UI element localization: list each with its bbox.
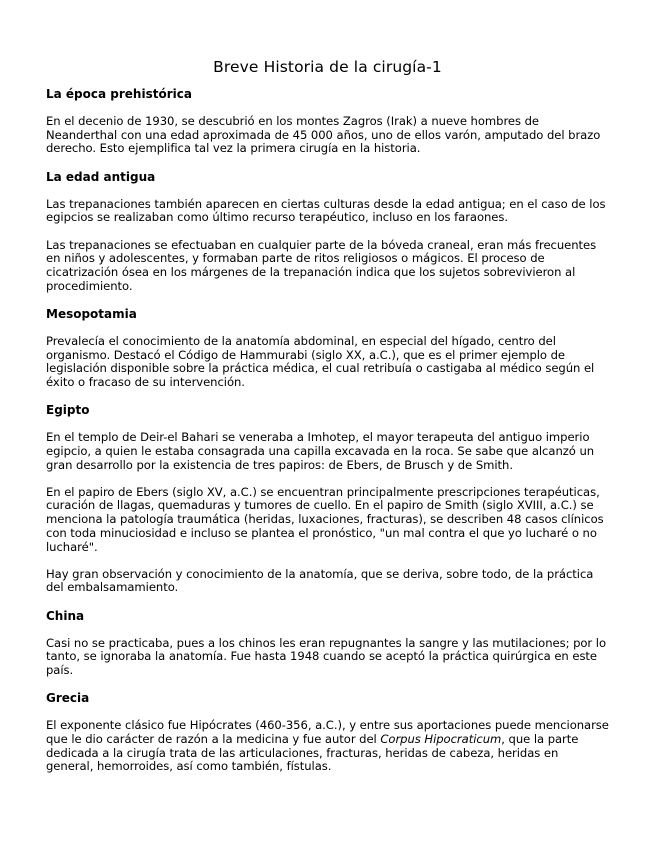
- section-heading: La edad antigua: [46, 169, 156, 184]
- section-egypt: [46, 403, 609, 595]
- section-heading: China: [46, 608, 85, 623]
- document-title: Breve Historia de la cirugía-1: [213, 58, 442, 76]
- section-heading: Mesopotamia: [46, 306, 137, 321]
- paragraph: En el papiro de Ebers (siglo XV, a.C.) se encuentran principalmente prescripciones terapéuticas, curación de llagas, quemaduras y tumores de cuello. En el papiro de Smith (siglo XVIII, a.C.) se menciona la patología traumática (heridas, luxaciones, fracturas), se describen 48 casos clínicos con toda minuciosidad e incluso se plantea el pronóstico, "un mal contra el que yo lucharé o no lucharé".: [46, 484, 604, 554]
- section-greece: [46, 691, 609, 774]
- paragraph: Hay gran observación y conocimiento de la anatomía, que se deriva, sobre todo, de la práctica del embalsamamiento.: [46, 566, 594, 595]
- section-mesopotamia: [46, 307, 609, 390]
- paragraph: En el decenio de 1930, se descubrió en los montes Zagros (Irak) a nueve hombres de Neanderthal con una edad aproximada de 45 000 años, uno de ellos varón, amputado del brazo derecho. Esto ejemplifica tal vez la primera cirugía en la historia.: [46, 114, 601, 156]
- paragraph: Casi no se practicaba, pues a los chinos les eran repugnantes la sangre y las mutilaciones; por lo tanto, se ignoraba la anatomía. Fue hasta 1948 cuando se aceptó la práctica quirúrgica en este país.: [46, 635, 607, 678]
- section-prehistoric: [46, 87, 609, 156]
- section-heading: Grecia: [46, 691, 90, 706]
- paragraph: Las trepanaciones también aparecen en ciertas culturas desde la edad antigua; en el caso de los egipcios se realizaban como último recurso terapéutico, incluso en los faraones.: [46, 196, 606, 225]
- paragraph: [46, 719, 609, 774]
- paragraph-text: El exponente clásico fue Hipócrates (460-356, a.C.), y entre sus aportaciones puede mencionarse que le dio carácter de razón a la medicina y fue autor del: [46, 718, 609, 746]
- paragraph: En el templo de Deir-el Bahari se veneraba a Imhotep, el mayor terapeuta del antiguo imperio egipcio, a quien le estaba consagrada una capilla excavada en la roca. Se sabe que alcanzó un gran desarrollo por la existencia de tres papiros: de Ebers, de Brusch y de Smith.: [46, 430, 595, 472]
- italic-work-title: Corpus Hipocraticum: [380, 731, 502, 746]
- section-ancient-age: [46, 170, 609, 294]
- paragraph: Las trepanaciones se efectuaban en cualquier parte de la bóveda craneal, eran más frecuentes en niños y adolescentes, y formaban parte de ritos religiosos o mágicos. El proceso de cicatrización ósea en los márgenes de la trepanación indica que los sujetos sobrevivieron al procedimiento.: [46, 237, 597, 293]
- paragraph: Prevalecía el conocimiento de la anatomía abdominal, en especial del hígado, centro del organismo. Destacó el Código de Hammurabi (siglo XX, a.C.), que es el primer ejemplo de legislación disponible sobre la práctica médica, el cual retribuía o castigaba al médico según el éxito o fracaso de su intervención.: [46, 333, 595, 389]
- section-heading: La época prehistórica: [46, 87, 192, 101]
- paragraph-text: , que la parte dedicada a la cirugía trata de las articulaciones, fracturas, heridas de cabeza, heridas en general, hemorroides, así como también, fístulas.: [46, 731, 579, 774]
- section-china: [46, 609, 609, 678]
- section-heading: Egipto: [46, 403, 90, 418]
